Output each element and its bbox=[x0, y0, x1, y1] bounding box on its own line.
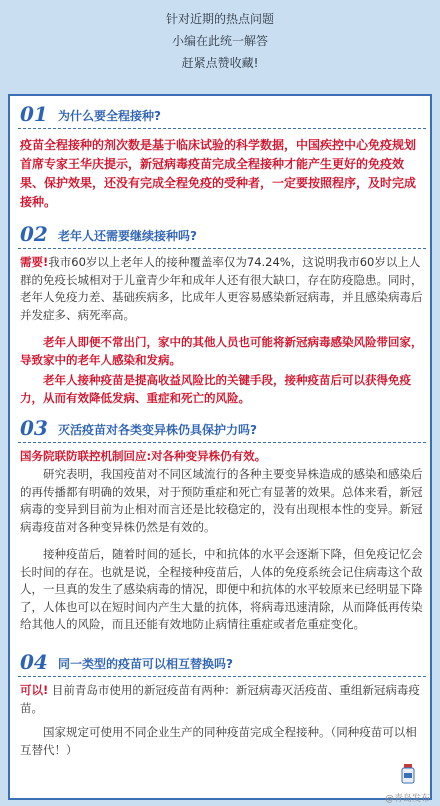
question-3-answer-1: 研究表明，我国疫苗对不同区域流行的各种主要变异株造成的感染和感染后的再传播都有明确的效果，对于预防重症和死亡有显著的效果。总体来看，新冠病毒的变异到目前为止相对而言还是比较稳定的，没有出现根本性的变异。新冠病毒疫苗对各种变异株仍然是有效的。 bbox=[20, 467, 423, 534]
question-3-title: 灭活疫苗对各类变异株仍具保护力吗? bbox=[58, 423, 257, 437]
question-2-answer-1 bbox=[20, 254, 424, 324]
question-4-answer-2: 国家规定可使用不同企业生产的同种疫苗完成全程接种。（同种疫苗可以相互替代！） bbox=[20, 725, 417, 757]
question-1-title: 为什么要全程接种? bbox=[58, 109, 161, 123]
question-4-number: 04 bbox=[20, 650, 48, 674]
question-1-number: 01 bbox=[20, 102, 48, 126]
qa-card bbox=[8, 94, 432, 800]
question-2-lead: 需要! bbox=[20, 255, 49, 269]
question-3-answer-2: 接种疫苗后，随着时间的延长，中和抗体的水平会逐渐下降，但免疫记忆会长时间的存在。也就是说，全程接种疫苗后，人体的免疫系统会记住病毒这个敌人，一旦真的发生了感染病毒的情况，即便中和抗体的水平较原来已经明显下降了，人体也可以在短时间内产生大量的抗体，将病毒迅速清除，从而降低再传染给其他人的风险，而且还能有效地防止病情往重症或者危重症变化。 bbox=[20, 547, 423, 631]
intro-line-3: 赶紧点赞收藏! bbox=[181, 56, 259, 70]
intro bbox=[0, 8, 440, 74]
question-1-header bbox=[18, 102, 426, 129]
watermark: @青岛发布 bbox=[384, 794, 430, 804]
intro-line-1: 针对近期的热点问题 bbox=[165, 12, 274, 26]
question-2-answer-2: 老年人即便不常出门，家中的其他人员也可能将新冠病毒感染风险带回家，导致家中的老年人感染和发病。 bbox=[20, 335, 423, 367]
question-3-number: 03 bbox=[20, 416, 48, 440]
question-4-answer-1 bbox=[20, 682, 424, 717]
question-4-body-1: 目前青岛市使用的新冠疫苗有两种：新冠病毒灭活疫苗、重组新冠病毒疫苗。 bbox=[20, 683, 420, 715]
question-4-title: 同一类型的疫苗可以相互替换吗? bbox=[58, 657, 233, 671]
question-3-subtitle: 国务院联防联控机制回应:对各种变异株仍有效。 bbox=[20, 449, 267, 463]
intro-line-2: 小编在此统一解答 bbox=[171, 34, 268, 48]
question-1-answer: 疫苗全程接种的剂次数是基于临床试验的科学数据，中国疾控中心免疫规划首席专家王华庆提示，新冠病毒疫苗完成全程接种才能产生更好的免疫效果、保护效果，还没有完成全程免疫的受种者，一定要按照程序，及时完成接种。 bbox=[20, 138, 417, 209]
question-2-answer-3: 老年人接种疫苗是提高收益风险比的关键手段，接种疫苗后可以获得免疫力，从而有效降低发病、重症和死亡的风险。 bbox=[20, 373, 411, 405]
question-2-title: 老年人还需要继续接种吗? bbox=[58, 229, 197, 243]
question-3-header bbox=[18, 416, 426, 443]
question-4-lead: 可以! bbox=[20, 683, 49, 697]
question-2-number: 02 bbox=[20, 222, 48, 246]
vaccine-bottle-icon bbox=[400, 764, 416, 784]
question-4-header bbox=[18, 650, 426, 677]
question-2-body-1: 我市60岁以上老年人的接种覆盖率仅为74.24%，这说明我市60岁以上人群的免疫长城相对于儿童青少年和成年人还有很大缺口，存在防疫隐患。同时，老年人免疫力差、基础疾病多，比成年人更容易感染新冠病毒，并且感染病毒后并发症多、病死率高。 bbox=[20, 255, 423, 322]
question-2-header bbox=[18, 222, 426, 249]
